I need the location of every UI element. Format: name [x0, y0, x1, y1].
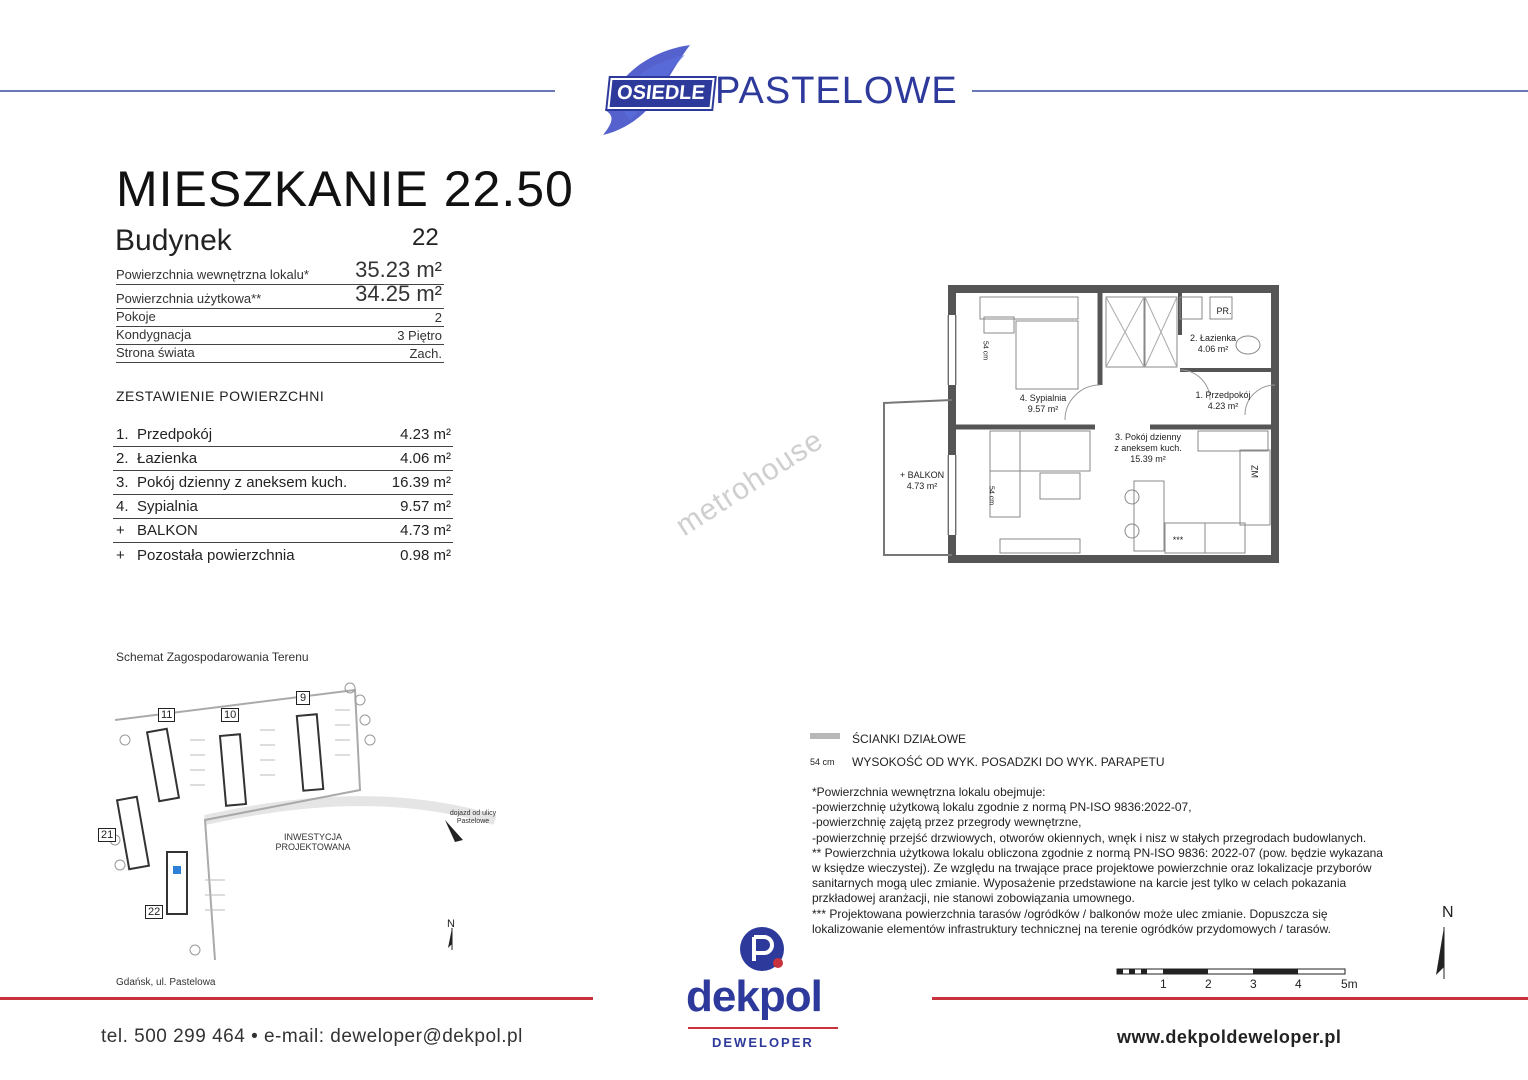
- site-plan-title: Schemat Zagospodarowania Terenu: [116, 650, 309, 664]
- access-line: dojazd od ulicy: [449, 810, 497, 817]
- note-line: -powierzchnię przejść drzwiowych, otworów okiennych, wnęk i nisz w stałych przegrodach budowlanych.: [812, 830, 1367, 845]
- area-num: 4.: [116, 498, 129, 515]
- area-num: 2.: [116, 450, 129, 467]
- building-label-10: [221, 708, 239, 722]
- info-row-floor: [116, 326, 444, 345]
- scale-label: 5m: [1341, 977, 1358, 991]
- notes: [812, 785, 1432, 937]
- stars-label: ***: [1172, 535, 1184, 545]
- building-number: 9: [300, 692, 307, 704]
- dekpol-logo-icon: [738, 925, 790, 973]
- note-line: przkładowej aranżacji, nie stanowi zobowiązania umownego.: [812, 891, 1135, 906]
- area-num: +: [116, 522, 125, 539]
- area-value: 4.06 m²: [400, 450, 451, 467]
- dekpol-sub: DEWELOPER: [712, 1035, 814, 1050]
- note-line: *Powierzchnia wewnętrzna lokalu obejmuje:: [812, 785, 1046, 799]
- info-value: 34.25 m²: [355, 281, 442, 306]
- info-label: Powierzchnia wewnętrzna lokalu*: [116, 267, 309, 282]
- area-row: [113, 446, 453, 471]
- room-name-2: z aneksem kuch.: [1114, 443, 1182, 453]
- building-label-21: [98, 828, 116, 842]
- area-value: 9.57 m²: [400, 498, 451, 515]
- logo-name: PASTELOWE: [715, 70, 958, 112]
- scale-label: 3: [1250, 977, 1257, 991]
- room-name: 2. Łazienka: [1189, 333, 1237, 343]
- area-row: [113, 422, 453, 447]
- scale-label: 4: [1295, 977, 1302, 991]
- footer-website[interactable]: www.dekpoldeweloper.pl: [1117, 1027, 1342, 1047]
- site-north-label: N: [447, 918, 455, 930]
- note-line: sanitarnych mogą ulec zmianie. Wyposażenie przedstawione na karcie jest tylko w celach pokazania: [812, 876, 1347, 891]
- investment-line: PROJEKTOWANA: [275, 842, 351, 852]
- building-label-11: [158, 708, 175, 722]
- logo-badge: OSIEDLE: [607, 78, 714, 109]
- scale-bar: [1115, 966, 1355, 978]
- zm-label: ZM: [1249, 465, 1260, 478]
- note-line: lokalizowanie elementów infrastruktury technicznej na terenie ogródków przydomowych / tarasów.: [812, 921, 1331, 936]
- info-value: 35.23 m²: [355, 257, 442, 282]
- header-line-left: [0, 90, 555, 92]
- area-num: 3.: [116, 474, 129, 491]
- area-name: Sypialnia: [137, 498, 198, 515]
- area-name: Pozostała powierzchnia: [137, 547, 295, 564]
- info-label: Strona świata: [116, 345, 195, 360]
- footer-line-right: [932, 997, 1528, 1000]
- scale-label: 2: [1205, 977, 1212, 991]
- area-name: Przedpokój: [137, 426, 213, 443]
- area-row: [113, 494, 453, 519]
- north-arrow-icon: [1432, 925, 1456, 980]
- watermark: metrohouse: [670, 423, 830, 543]
- info-value: Zach.: [409, 346, 442, 361]
- room-area: 4.06 m²: [1197, 344, 1229, 354]
- room-name: + BALKON: [899, 470, 945, 480]
- area-value: 4.23 m²: [400, 426, 451, 443]
- dekpol-divider: [688, 1027, 838, 1029]
- pr-label: PR.: [1216, 306, 1232, 316]
- building-label: Budynek: [115, 224, 232, 257]
- area-row: [113, 518, 453, 543]
- info-value: 2: [434, 310, 442, 325]
- height-legend-label: WYSOKOŚĆ OD WYK. POSADZKI DO WYK. PARAPETU: [852, 755, 1165, 769]
- walls-legend-label: ŚCIANKI DZIAŁOWE: [852, 732, 967, 746]
- room-label-bathroom: [1178, 333, 1248, 355]
- room-label-living: [1105, 432, 1191, 465]
- note-line: ** Powierzchnia użytkowa lokalu obliczona zgodnie z normą PN-ISO 9836: 2022-07 (pow. będzie wykazana: [812, 845, 1383, 860]
- note-line: w księdze wieczystej). Ze względu na trwające prace projektowe powierzchnie oraz lokalizacje przyborów: [812, 861, 1372, 876]
- area-row: [113, 543, 453, 567]
- info-row-usable-area: [116, 281, 444, 309]
- access-label: [438, 810, 508, 826]
- info-value: 3 Piętro: [397, 328, 442, 343]
- building-number: 11: [161, 709, 173, 721]
- building-label-22: [145, 905, 163, 919]
- osiedle-pastelowe-logo: [585, 40, 958, 140]
- room-area: 4.73 m²: [906, 481, 938, 491]
- footer-line-left: [0, 997, 593, 1000]
- area-value: 16.39 m²: [391, 474, 451, 491]
- area-num: 1.: [116, 426, 129, 443]
- room-label-hall: [1188, 390, 1258, 412]
- area-num: +: [116, 547, 125, 564]
- area-value: 4.73 m²: [400, 522, 451, 539]
- investment-line: INWESTYCJA: [283, 832, 342, 842]
- building-number: 21: [101, 829, 114, 841]
- area-row: [113, 470, 453, 495]
- north-label: N: [1442, 904, 1454, 921]
- room-name: 1. Przedpokój: [1195, 390, 1251, 400]
- dekpol-name: dekpol: [686, 972, 822, 1021]
- room-name: 4. Sypialnia: [1019, 393, 1067, 403]
- note-line: -powierzchnię zajętą przez przegrody wewnętrzne,: [812, 815, 1082, 830]
- area-name: Łazienka: [137, 450, 198, 467]
- room-area: 15.39 m²: [1130, 454, 1166, 464]
- header-line-right: [972, 90, 1528, 92]
- info-row-orientation: [116, 344, 444, 363]
- room-area: 4.23 m²: [1207, 401, 1239, 411]
- dim-label: 54 cm: [987, 485, 995, 506]
- area-name: BALKON: [137, 522, 198, 539]
- scale-label: 1: [1160, 977, 1167, 991]
- walls-legend-swatch: [810, 733, 840, 739]
- room-name: 3. Pokój dzienny: [1114, 432, 1182, 442]
- building-value: 22: [412, 224, 439, 251]
- building-number: 10: [224, 709, 237, 721]
- dim-label: 54 cm: [981, 340, 989, 361]
- note-line: *** Projektowana powierzchnia tarasów /ogródków / balkonów może ulec zmianie. Dopuszcza się: [812, 906, 1328, 921]
- apartment-title: MIESZKANIE 22.50: [116, 161, 574, 217]
- building-label-9: [296, 691, 310, 705]
- access-line: Pastelowe: [456, 818, 490, 825]
- site-address: Gdańsk, ul. Pastelowa: [116, 977, 216, 988]
- floor-plan: [880, 285, 1280, 565]
- areas-title: ZESTAWIENIE POWIERZCHNI: [116, 388, 325, 404]
- area-value: 0.98 m²: [400, 547, 451, 564]
- note-line: -powierzchnię użytkową lokalu zgodnie z normą PN-ISO 9836:2022-07,: [812, 800, 1192, 815]
- building-number: 22: [148, 906, 161, 918]
- info-label: Pokoje: [116, 309, 156, 324]
- room-label-balcony: [890, 470, 954, 492]
- area-name: Pokój dzienny z aneksem kuch.: [137, 474, 348, 491]
- room-label-bedroom: [1008, 393, 1078, 415]
- info-label: Powierzchnia użytkowa**: [116, 291, 262, 306]
- info-label: Kondygnacja: [116, 327, 192, 342]
- height-legend-mark: 54 cm: [810, 757, 835, 767]
- info-row-rooms: [116, 308, 444, 327]
- footer-contact: tel. 500 299 464 • e-mail: deweloper@dekpol.pl: [101, 1026, 523, 1047]
- room-area: 9.57 m²: [1027, 404, 1059, 414]
- investment-label: [268, 832, 358, 852]
